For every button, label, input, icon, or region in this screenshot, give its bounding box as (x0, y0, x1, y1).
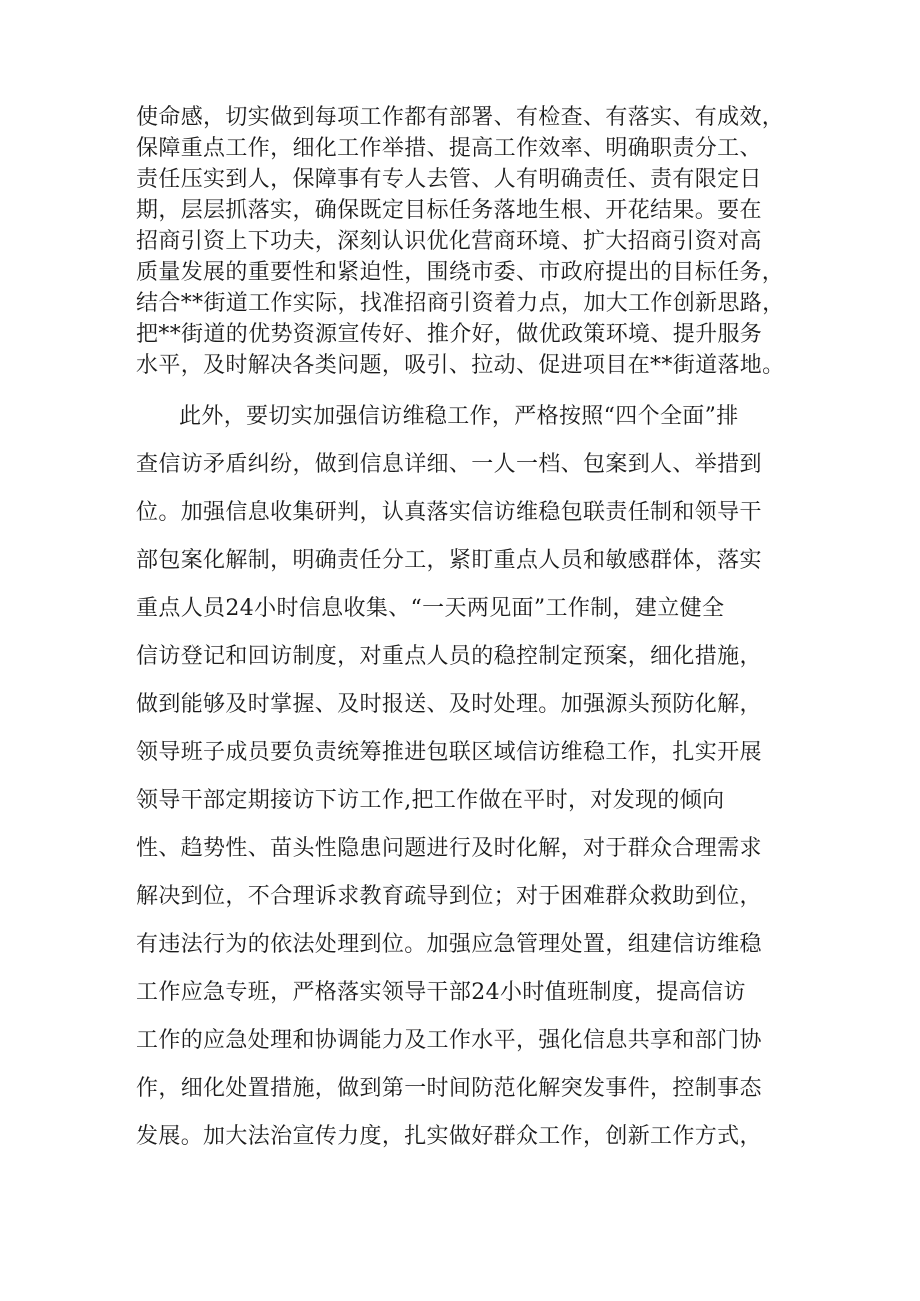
text-line: 领导班子成员要负责统筹推进包联区域信访维稳工作，扎实开展 (136, 740, 762, 765)
text-line: 领导干部定期接访下访工作,把工作做在平时，对发现的倾向 (136, 788, 725, 813)
text-line: 结合**街道工作实际，找准招商引资着力点，加大工作创新思路， (136, 291, 785, 316)
text-line: 责任压实到人，保障事有专人去管、人有明确责任、责有限定日 (136, 167, 762, 192)
text-line: 使命感，切实做到每项工作都有部署、有检查、有落实、有成效， (136, 105, 785, 130)
text-line: 做到能够及时掌握、及时报送、及时处理。加强源头预防化解， (136, 692, 762, 717)
text-line: 重点人员24小时信息收集、“一天两见面”工作制，建立健全 (136, 596, 725, 621)
text-line: 招商引资上下功夫，深刻认识优化营商环境、扩大招商引资对高 (136, 229, 762, 254)
text-line: 保障重点工作，细化工作举措、提高工作效率、明确职责分工、 (136, 136, 762, 161)
text-line: 发展。加大法治宣传力度，扎实做好群众工作，创新工作方式， (136, 1124, 762, 1149)
text-line: 期，层层抓落实，确保既定目标任务落地生根、开花结果。要在 (136, 198, 762, 223)
text-line: 此外，要切实加强信访维稳工作，严格按照“四个全面”排 (179, 404, 739, 429)
text-line: 部包案化解制，明确责任分工，紧盯重点人员和敏感群体，落实 (136, 548, 762, 573)
text-line: 信访登记和回访制度，对重点人员的稳控制定预案，细化措施， (136, 644, 762, 669)
text-line: 质量发展的重要性和紧迫性，围绕市委、市政府提出的目标任务， (136, 260, 785, 285)
text-line: 水平，及时解决各类问题，吸引、拉动、促进项目在**街道落地。 (136, 353, 785, 378)
text-line: 有违法行为的依法处理到位。加强应急管理处置，组建信访维稳 (136, 932, 762, 957)
text-line: 位。加强信息收集研判，认真落实信访维稳包联责任制和领导干 (136, 500, 762, 525)
text-line: 把**街道的优势资源宣传好、推介好，做优政策环境、提升服务 (136, 322, 763, 347)
text-line: 工作的应急处理和协调能力及工作水平，强化信息共享和部门协 (136, 1028, 762, 1053)
text-line: 性、趋势性、苗头性隐患问题进行及时化解，对于群众合理需求 (136, 836, 762, 861)
text-line: 工作应急专班，严格落实领导干部24小时值班制度，提高信访 (136, 980, 746, 1005)
text-line: 作，细化处置措施，做到第一时间防范化解突发事件，控制事态 (136, 1076, 762, 1101)
text-line: 解决到位，不合理诉求教育疏导到位；对于困难群众救助到位， (136, 884, 762, 909)
text-line: 查信访矛盾纠纷，做到信息详细、一人一档、包案到人、举措到 (136, 452, 762, 477)
